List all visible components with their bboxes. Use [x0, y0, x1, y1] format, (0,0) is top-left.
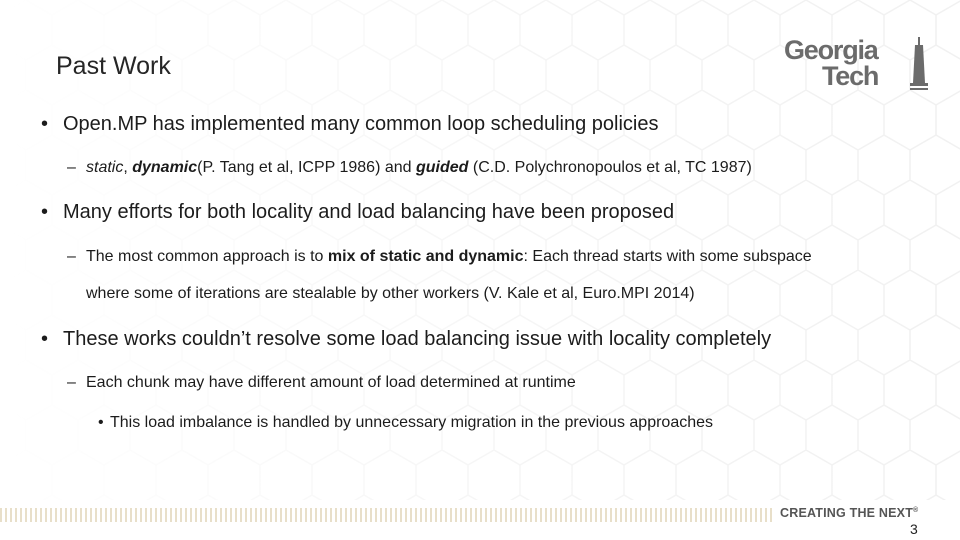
dash-icon: –: [67, 374, 76, 391]
dash-icon: –: [67, 159, 76, 176]
sub-sub-bullet-item: • This load imbalance is handled by unnecessary migration in the previous approaches: [98, 414, 714, 431]
svg-text:Tech: Tech: [822, 61, 879, 91]
sub-bullet-continuation: where some of iterations are stealable by other workers (V. Kale et al, Euro.MPI 2014): [86, 285, 695, 302]
slide-title: Past Work: [56, 52, 171, 80]
page-number: 3: [910, 521, 918, 537]
svg-text:Georgia: Georgia: [784, 35, 878, 65]
bullet-dot-icon: •: [41, 201, 49, 223]
sub-bullet-item: – static, dynamic(P. Tang et al, ICPP 1986) and guided (C.D. Polychronopoulos et al, TC 1987): [67, 159, 752, 176]
dash-icon: –: [67, 248, 76, 265]
footer-stripes: [0, 508, 775, 522]
bullet-dot-icon: •: [98, 414, 104, 431]
tower-icon: [910, 37, 928, 90]
bullet-item: • Many efforts for both locality and load balancing have been proposed: [41, 201, 675, 223]
footer-tagline: CREATING THE NEXT®: [780, 506, 919, 520]
bullet-dot-icon: •: [41, 328, 49, 350]
bullet-item: • These works couldn’t resolve some load balancing issue with locality completely: [41, 328, 772, 350]
georgia-tech-logo: [782, 33, 932, 93]
bullet-dot-icon: •: [41, 113, 49, 135]
bullet-item: • Open.MP has implemented many common loop scheduling policies: [41, 113, 659, 135]
sub-bullet-item: – Each chunk may have different amount of load determined at runtime: [67, 374, 576, 391]
sub-bullet-item: – The most common approach is to mix of static and dynamic: Each thread starts with some subspace: [67, 248, 812, 265]
